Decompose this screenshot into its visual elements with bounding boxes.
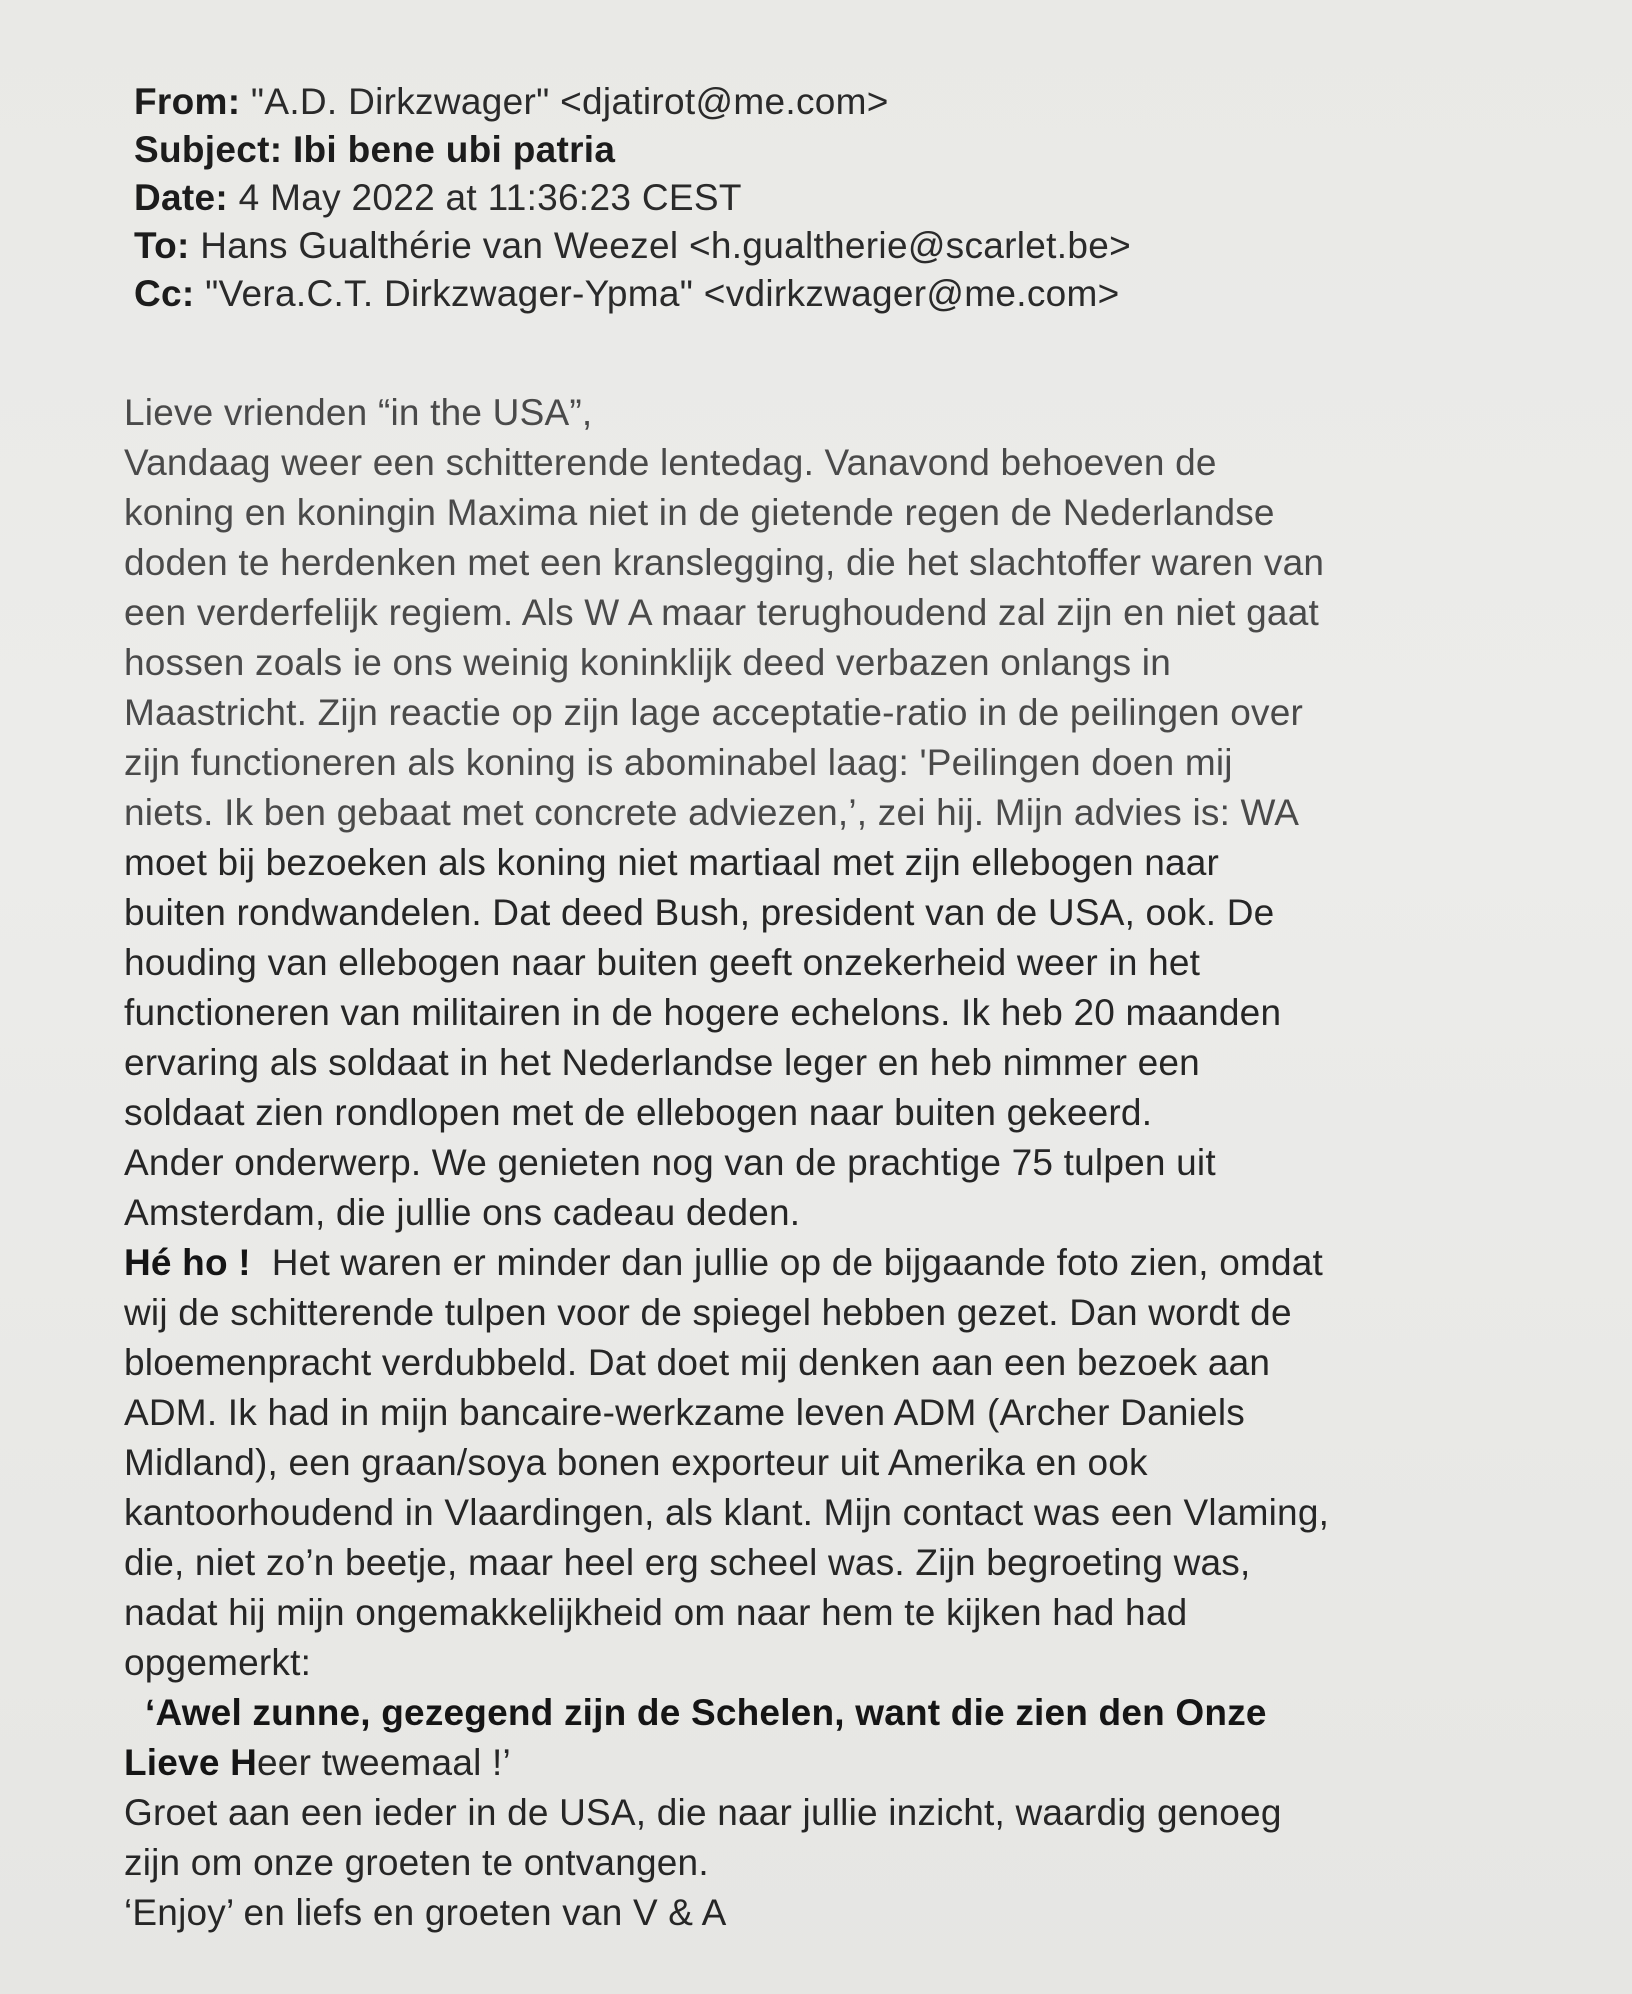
quote-rest: eer tweemaal !’ bbox=[257, 1742, 511, 1783]
body-line bbox=[124, 1238, 1504, 1288]
exclamation-bold: Hé ho ! bbox=[124, 1242, 251, 1283]
body-line: niets. Ik ben gebaat met concrete adviezen,’, zei hij. Mijn advies is: WA bbox=[124, 792, 1300, 833]
body-line: Groet aan een ieder in de USA, die naar jullie inzicht, waardig genoeg bbox=[124, 1792, 1282, 1833]
quote-bold-part: Lieve H bbox=[124, 1742, 258, 1783]
date-label: Date: bbox=[134, 177, 229, 218]
from-label: From: bbox=[134, 81, 241, 122]
body-line: Vandaag weer een schitterende lentedag. Vanavond behoeven de bbox=[124, 442, 1217, 483]
from-row bbox=[134, 78, 1131, 126]
body-line: wij de schitterende tulpen voor de spiegel hebben gezet. Dan wordt de bbox=[124, 1292, 1292, 1333]
signoff-line: ‘Enjoy’ en liefs en groeten van V & A bbox=[124, 1892, 727, 1933]
body-line: hossen zoals ie ons weinig koninklijk deed verbazen onlangs in bbox=[124, 642, 1171, 683]
body-line: die, niet zo’n beetje, maar heel erg scheel was. Zijn begroeting was, bbox=[124, 1542, 1251, 1583]
body-line: Midland), een graan/soya bonen exporteur uit Amerika en ook bbox=[124, 1442, 1148, 1483]
to-label: To: bbox=[134, 225, 190, 266]
cc-label: Cc: bbox=[134, 273, 195, 314]
body-line: kantoorhoudend in Vlaardingen, als klant. Mijn contact was een Vlaming, bbox=[124, 1492, 1330, 1533]
body-line: Maastricht. Zijn reactie op zijn lage acceptatie-ratio in de peilingen over bbox=[124, 692, 1304, 733]
body-line: zijn om onze groeten te ontvangen. bbox=[124, 1842, 709, 1883]
body-line: functioneren van militairen in de hogere echelons. Ik heb 20 maanden bbox=[124, 992, 1282, 1033]
cc-row bbox=[134, 270, 1131, 318]
quote-line bbox=[124, 1738, 1504, 1788]
cc-value: "Vera.C.T. Dirkzwager-Ypma" <vdirkzwager@me.com> bbox=[205, 273, 1120, 314]
email-header bbox=[134, 78, 1131, 318]
body-line: ervaring als soldaat in het Nederlandse leger en heb nimmer een bbox=[124, 1042, 1200, 1083]
date-row bbox=[134, 174, 1131, 222]
quote-line: ‘Awel zunne, gezegend zijn de Schelen, want die zien den Onze bbox=[124, 1692, 1267, 1733]
body-line: ADM. Ik had in mijn bancaire-werkzame leven ADM (Archer Daniels bbox=[124, 1392, 1245, 1433]
to-row bbox=[134, 222, 1131, 270]
date-value: 4 May 2022 at 11:36:23 CEST bbox=[238, 177, 742, 218]
body-line: nadat hij mijn ongemakkelijkheid om naar hem te kijken had had bbox=[124, 1592, 1188, 1633]
email-body bbox=[124, 388, 1504, 1938]
body-line: Amsterdam, die jullie ons cadeau deden. bbox=[124, 1192, 801, 1233]
subject-label: Subject: bbox=[134, 129, 283, 170]
from-value: "A.D. Dirkzwager" <djatirot@me.com> bbox=[250, 81, 889, 122]
greeting-line: Lieve vrienden “in the USA”, bbox=[124, 392, 593, 433]
body-line: zijn functioneren als koning is abominabel laag: 'Peilingen doen mij bbox=[124, 742, 1233, 783]
body-line: opgemerkt: bbox=[124, 1642, 312, 1683]
body-line: Ander onderwerp. We genieten nog van de prachtige 75 tulpen uit bbox=[124, 1142, 1216, 1183]
body-line: koning en koningin Maxima niet in de gietende regen de Nederlandse bbox=[124, 492, 1275, 533]
subject-row bbox=[134, 126, 1131, 174]
body-line: soldaat zien rondlopen met de ellebogen naar buiten gekeerd. bbox=[124, 1092, 1153, 1133]
body-line: houding van ellebogen naar buiten geeft onzekerheid weer in het bbox=[124, 942, 1201, 983]
body-line: bloemenpracht verdubbeld. Dat doet mij denken aan een bezoek aan bbox=[124, 1342, 1271, 1383]
to-value: Hans Gualthérie van Weezel <h.gualtherie@scarlet.be> bbox=[200, 225, 1131, 266]
body-line: moet bij bezoeken als koning niet martiaal met zijn ellebogen naar bbox=[124, 842, 1220, 883]
body-line: doden te herdenken met een kranslegging, die het slachtoffer waren van bbox=[124, 542, 1325, 583]
body-line-rest: Het waren er minder dan jullie op de bijgaande foto zien, omdat bbox=[250, 1242, 1324, 1283]
subject-value: Ibi bene ubi patria bbox=[292, 129, 616, 170]
body-line: buiten rondwandelen. Dat deed Bush, president van de USA, ook. De bbox=[124, 892, 1275, 933]
body-line: een verderfelijk regiem. Als W A maar terughoudend zal zijn en niet gaat bbox=[124, 592, 1319, 633]
